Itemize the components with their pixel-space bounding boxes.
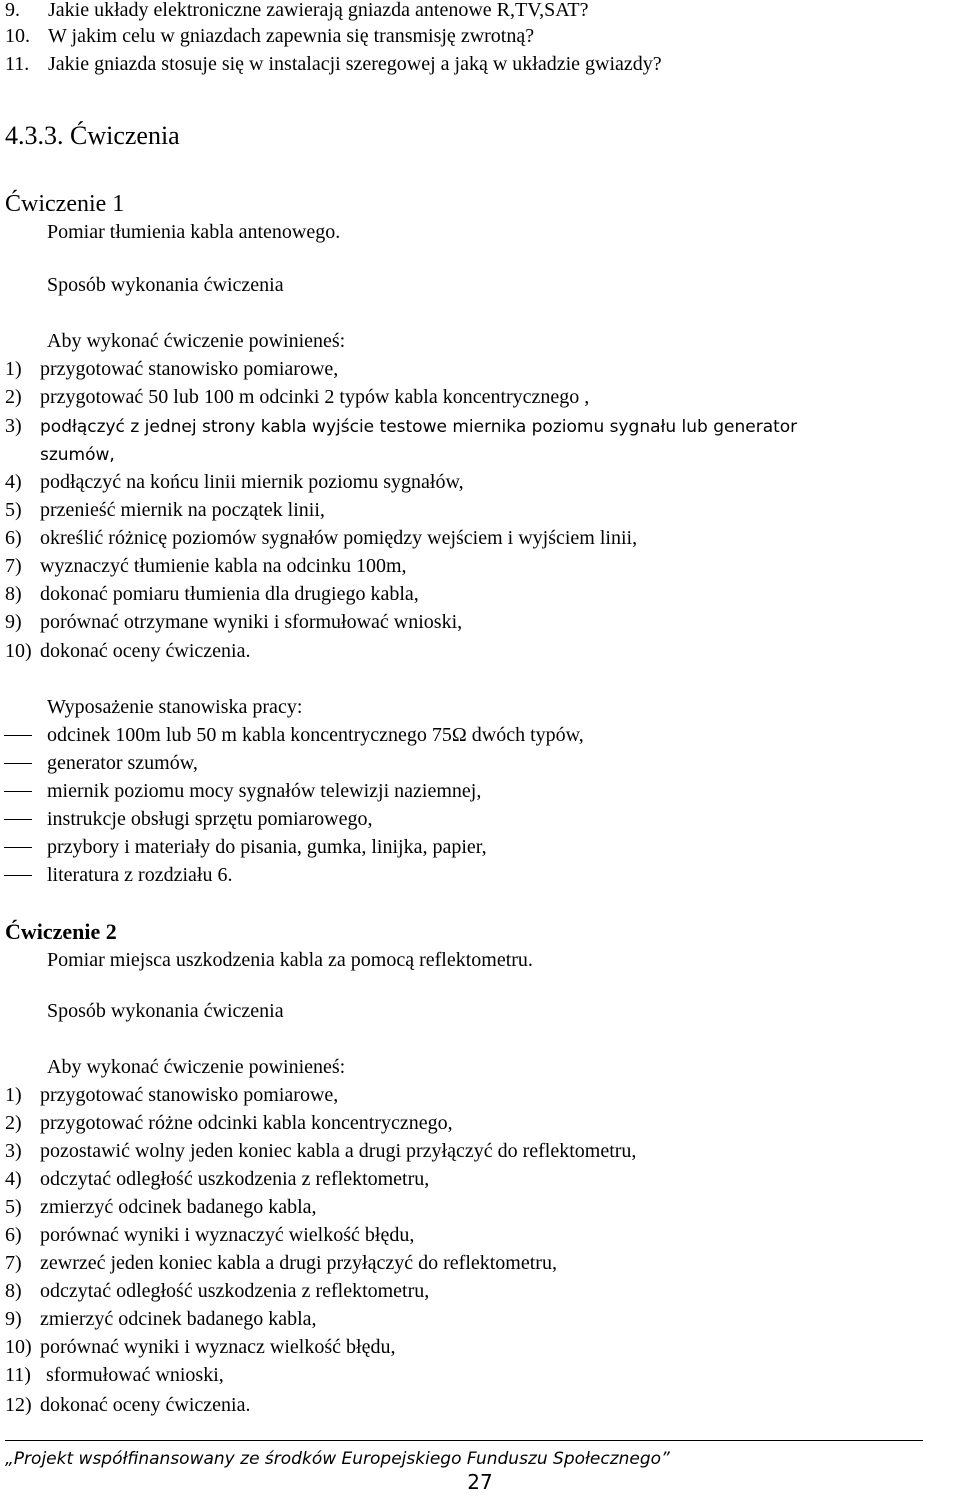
step-text: przygotować 50 lub 100 m odcinki 2 typów kabla koncentrycznego , <box>40 386 590 408</box>
question-text: Jakie gniazda stosuje się w instalacji szeregowej a jaką w układzie gwiazdy? <box>48 53 662 75</box>
step-text: przygotować różne odcinki kabla koncentrycznego, <box>40 1112 453 1134</box>
exercise-2-steps-intro: Aby wykonać ćwiczenie powinieneś: <box>47 1056 346 1078</box>
step-number: 4) <box>5 1168 22 1190</box>
exercise-1-equipment-heading: Wyposażenie stanowiska pracy: <box>47 696 303 718</box>
step-text: dokonać oceny ćwiczenia. <box>40 640 251 662</box>
step-number: 9) <box>5 611 22 633</box>
step-number: 11) <box>5 1364 31 1386</box>
dash-bullet <box>4 791 32 792</box>
step-number: 1) <box>5 1084 22 1106</box>
exercise-1-steps-intro: Aby wykonać ćwiczenie powinieneś: <box>47 330 346 352</box>
exercise-2-method-heading: Sposób wykonania ćwiczenia <box>47 1000 284 1022</box>
step-number: 6) <box>5 527 22 549</box>
question-number: 10. <box>5 25 30 47</box>
step-text: dokonać oceny ćwiczenia. <box>40 1394 251 1416</box>
dash-bullet <box>4 735 32 736</box>
step-number: 9) <box>5 1308 22 1330</box>
step-number: 6) <box>5 1224 22 1246</box>
step-number: 8) <box>5 1280 22 1302</box>
question-number: 9. <box>5 0 20 21</box>
dash-bullet <box>4 763 32 764</box>
step-text: porównać otrzymane wyniki i sformułować wnioski, <box>40 611 463 633</box>
footer-text: „Projekt współfinansowany ze środków Europejskiego Funduszu Społecznego” <box>5 1449 670 1469</box>
step-text: podłączyć na końcu linii miernik poziomu sygnałów, <box>40 471 464 493</box>
exercise-2-subtitle: Pomiar miejsca uszkodzenia kabla za pomocą reflektometru. <box>47 949 533 971</box>
step-number: 4) <box>5 471 22 493</box>
equipment-text: instrukcje obsługi sprzętu pomiarowego, <box>47 808 373 830</box>
footer-rule <box>5 1440 923 1441</box>
exercise-1-method-heading: Sposób wykonania ćwiczenia <box>47 274 284 296</box>
step-text: przygotować stanowisko pomiarowe, <box>40 358 339 380</box>
step-number: 10) <box>5 1336 32 1358</box>
exercise-1-subtitle: Pomiar tłumienia kabla antenowego. <box>47 221 341 243</box>
step-text: dokonać pomiaru tłumienia dla drugiego kabla, <box>40 583 419 605</box>
step-number: 1) <box>5 358 22 380</box>
equipment-text: odcinek 100m lub 50 m kabla koncentrycznego 75Ω dwóch typów, <box>47 724 584 746</box>
step-text: porównać wyniki i wyznacz wielkość błędu, <box>40 1336 396 1358</box>
step-text: porównać wyniki i wyznaczyć wielkość błędu, <box>40 1224 415 1246</box>
dash-bullet <box>4 847 32 848</box>
question-text: W jakim celu w gniazdach zapewnia się transmisję zwrotną? <box>48 25 535 47</box>
equipment-text: przybory i materiały do pisania, gumka, linijka, papier, <box>47 836 487 858</box>
exercise-2-title: Ćwiczenie 2 <box>5 919 117 944</box>
dash-bullet <box>4 819 32 820</box>
step-number: 5) <box>5 499 22 521</box>
step-text: odczytać odległość uszkodzenia z reflektometru, <box>40 1168 430 1190</box>
step-number: 3) <box>5 415 22 437</box>
question-text: Jakie układy elektroniczne zawierają gniazda antenowe R,TV,SAT? <box>48 0 589 21</box>
equipment-text: literatura z rozdziału 6. <box>47 864 233 886</box>
step-number: 5) <box>5 1196 22 1218</box>
question-number: 11. <box>5 53 30 75</box>
step-text: zmierzyć odcinek badanego kabla, <box>40 1308 317 1330</box>
step-text: przenieść miernik na początek linii, <box>40 499 325 521</box>
step-number: 8) <box>5 583 22 605</box>
equipment-text: generator szumów, <box>47 752 198 774</box>
step-number: 2) <box>5 1112 22 1134</box>
step-text: pozostawić wolny jeden koniec kabla a drugi przyłączyć do reflektometru, <box>40 1140 637 1162</box>
step-number: 10) <box>5 640 32 662</box>
step-text: wyznaczyć tłumienie kabla na odcinku 100m, <box>40 555 407 577</box>
step-number: 2) <box>5 386 22 408</box>
page-number: 27 <box>467 1470 493 1494</box>
equipment-text: miernik poziomu mocy sygnałów telewizji naziemnej, <box>47 780 482 802</box>
step-number: 12) <box>5 1394 32 1416</box>
step-text: sformułować wnioski, <box>46 1364 224 1386</box>
exercise-1-title: Ćwiczenie 1 <box>5 191 125 217</box>
step-text: przygotować stanowisko pomiarowe, <box>40 1084 339 1106</box>
step-text: podłączyć z jednej strony kabla wyjście testowe miernika poziomu sygnału lub generator <box>40 417 798 437</box>
section-heading: 4.3.3. Ćwiczenia <box>5 121 180 150</box>
step-number: 3) <box>5 1140 22 1162</box>
step-text: zmierzyć odcinek badanego kabla, <box>40 1196 317 1218</box>
step-number: 7) <box>5 1252 22 1274</box>
step-number: 7) <box>5 555 22 577</box>
step-text: określić różnicę poziomów sygnałów pomiędzy wejściem i wyjściem linii, <box>40 527 638 549</box>
dash-bullet <box>4 875 32 876</box>
step-text: szumów, <box>40 445 115 465</box>
step-text: zewrzeć jeden koniec kabla a drugi przyłączyć do reflektometru, <box>40 1252 557 1274</box>
step-text: odczytać odległość uszkodzenia z reflektometru, <box>40 1280 430 1302</box>
